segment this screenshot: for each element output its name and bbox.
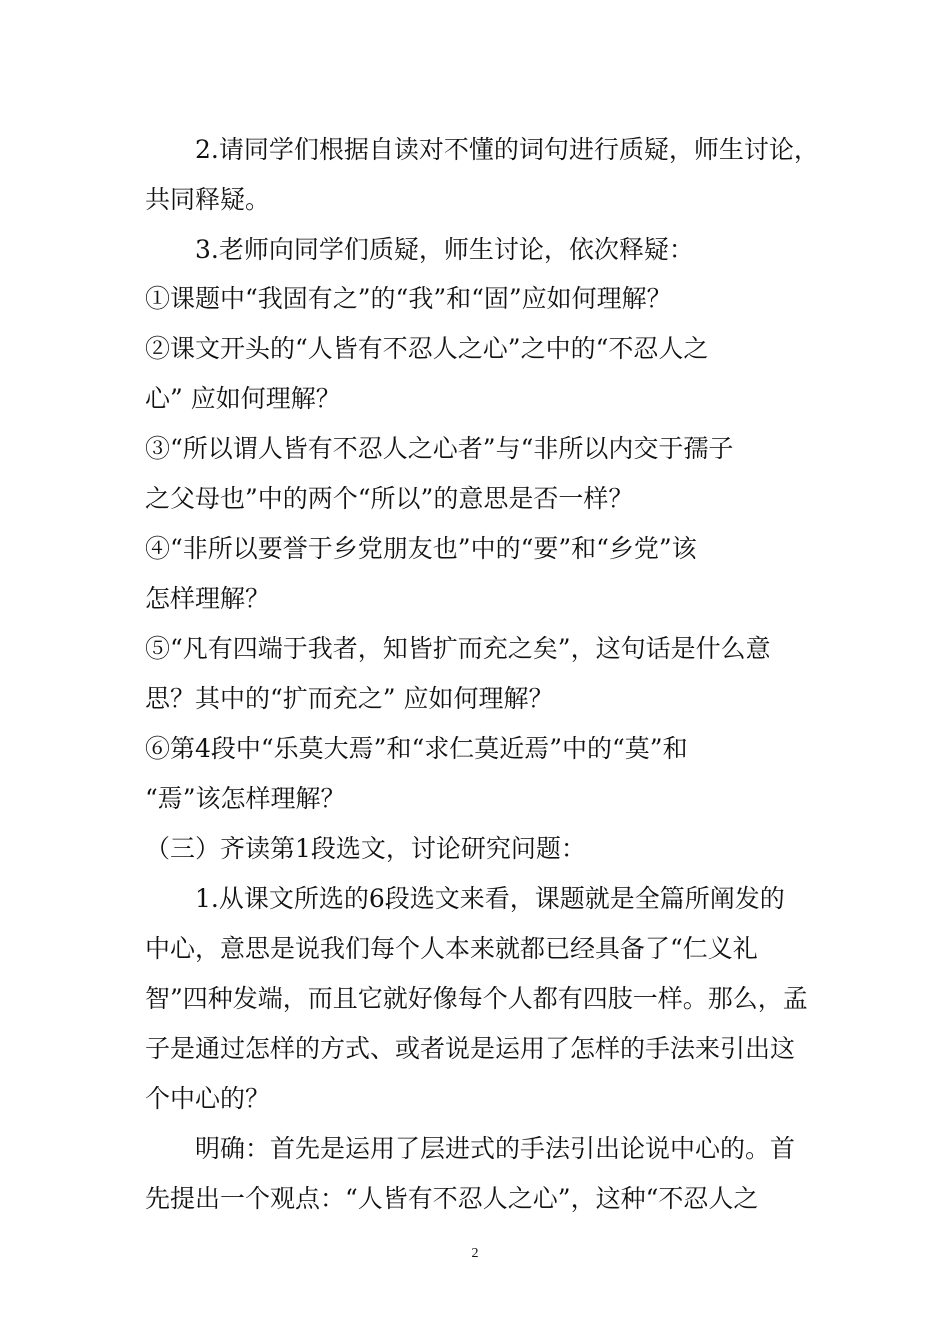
text-line: ①课题中“我固有之”的“我”和“固”应如何理解？ [145,284,672,313]
text-line: 明确：首先是运用了层进式的手法引出论说中心的。首 [145,1134,796,1163]
text-line: “焉”该怎样理解？ [145,784,346,813]
text-line: 共同释疑。 [145,185,271,214]
text-line: 之父母也”中的两个“所以”的意思是否一样？ [145,484,634,513]
text-line: ④“非所以要誉于乡党朋友也”中的“要”和“乡党”该 [145,534,697,563]
text-line: 3.老师向同学们质疑，师生讨论，依次释疑： [145,235,694,264]
section-heading: （三）齐读第1段选文，讨论研究问题： [145,834,586,863]
text-line: 个中心的？ [145,1084,271,1113]
text-line: 智”四种发端，而且它就好像每个人都有四肢一样。那么，孟 [145,984,808,1013]
text-line: 2.请同学们根据自读对不懂的词句进行质疑，师生讨论， [145,135,819,164]
text-line: 心” 应如何理解？ [145,384,341,413]
text-line: ⑤“凡有四端于我者，知皆扩而充之矣”，这句话是什么意 [145,634,771,663]
text-line: ③“所以谓人皆有不忍人之心者”与“非所以内交于孺子 [145,434,734,463]
text-line: ⑥第4段中“乐莫大焉”和“求仁莫近焉”中的“莫”和 [145,734,688,763]
text-line: 子是通过怎样的方式、或者说是运用了怎样的手法来引出这 [145,1034,796,1063]
text-line: 先提出一个观点：“人皆有不忍人之心”，这种“不忍人之 [145,1184,759,1213]
text-line: ②课文开头的“人皆有不忍人之心”之中的“不忍人之 [145,334,709,363]
text-line: 1.从课文所选的6段选文来看，课题就是全篇所阐发的 [145,884,785,913]
text-line: 怎样理解？ [145,584,271,613]
page-number: 2 [471,1246,479,1261]
text-line: 思？其中的“扩而充之” 应如何理解？ [145,684,554,713]
text-line: 中心，意思是说我们每个人本来就都已经具备了“仁义礼 [145,934,758,963]
